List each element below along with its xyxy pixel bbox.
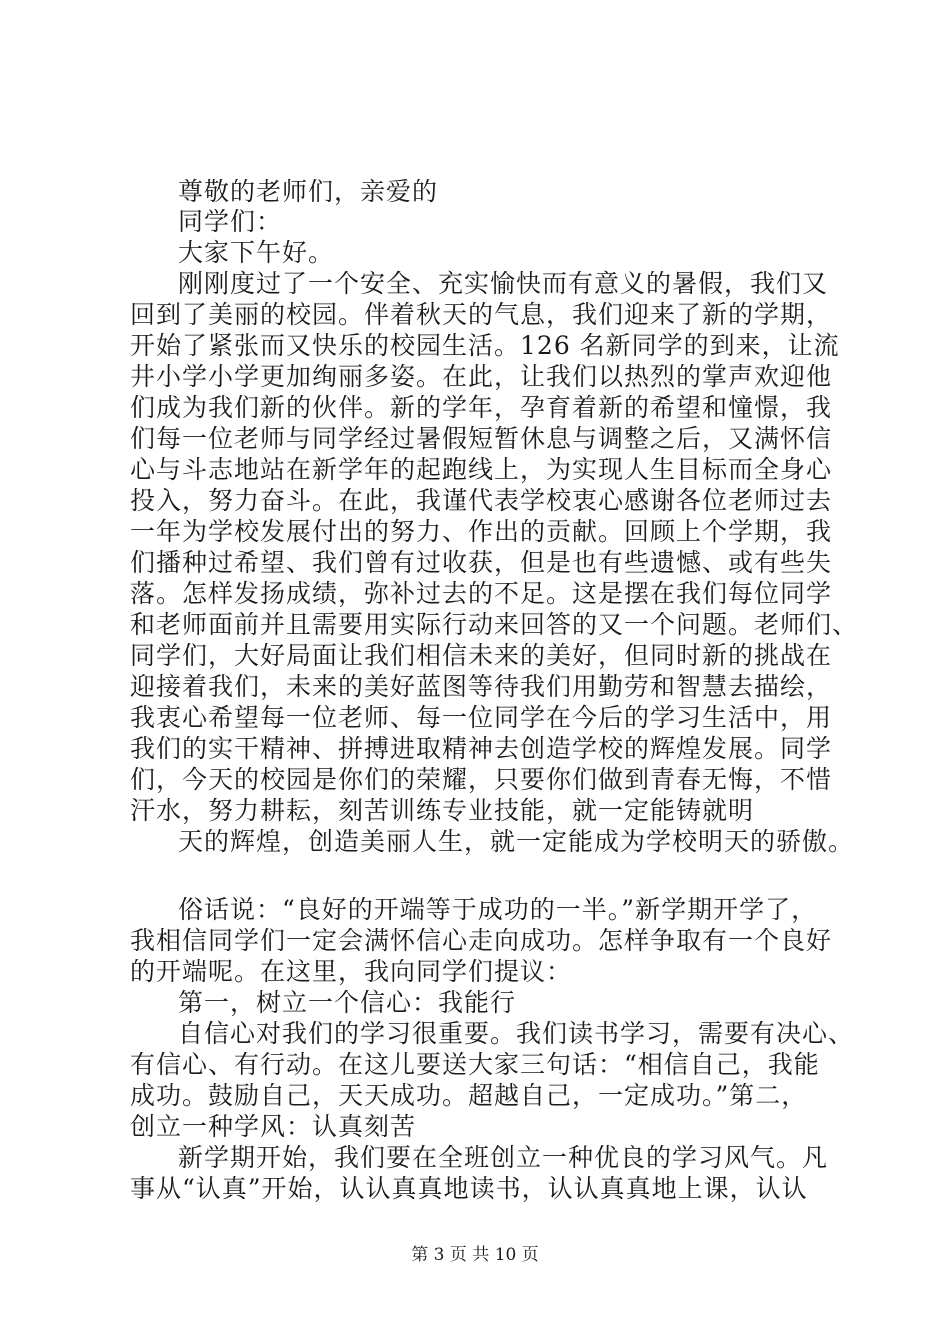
text-line: 的开端呢。在这里，我向同学们提议： (130, 957, 573, 986)
text-line: 事从“认真”开始，认认真真地读书，认认真真地上课，认认 (130, 1174, 808, 1203)
page-number-footer: 第 3 页 共 10 页 (411, 1245, 539, 1265)
text-line: 我相信同学们一定会满怀信心走向成功。怎样争取有一个良好 (130, 926, 833, 955)
text-line: 我们的实干精神、拼搏进取精神去创造学校的辉煌发展。同学 (130, 734, 833, 763)
text-line: 投入，努力奋斗。在此，我谨代表学校衷心感谢各位老师过去 (130, 486, 833, 515)
text-line: 俗话说：“良好的开端等于成功的一半。”新学期开学了， (178, 895, 818, 924)
text-line: 成功。鼓励自己，天天成功。超越自己，一定成功。”第二， (130, 1081, 808, 1110)
text-line: 心与斗志地站在新学年的起跑线上，为实现人生目标而全身心 (130, 455, 833, 484)
text-line: 一年为学校发展付出的努力、作出的贡献。回顾上个学期，我 (130, 517, 833, 546)
text-line: 井小学小学更加绚丽多姿。在此，让我们以热烈的掌声欢迎他 (130, 362, 833, 391)
text-line: 同学们： (178, 207, 283, 236)
text-line: 第一，树立一个信心：我能行 (178, 988, 517, 1017)
text-line: 自信心对我们的学习很重要。我们读书学习，需要有决心、 (178, 1019, 855, 1048)
text-line: 回到了美丽的校园。伴着秋天的气息，我们迎来了新的学期， (130, 300, 833, 329)
text-line: 和老师面前并且需要用实际行动来回答的又一个问题。老师们、 (130, 610, 859, 639)
text-line: 们每一位老师与同学经过暑假短暂休息与调整之后，又满怀信 (130, 424, 833, 453)
text-line: 尊敬的老师们，亲爱的 (178, 177, 439, 206)
text-line: 汗水，努力耕耘，刻苦训练专业技能，就一定能铸就明 (130, 796, 755, 825)
text-line: 天的辉煌，创造美丽人生，就一定能成为学校明天的骄傲。 (178, 827, 855, 856)
text-line: 新学期开始，我们要在全班创立一种优良的学习风气。凡 (178, 1143, 829, 1172)
text-line: 有信心、有行动。在这儿要送大家三句话：“相信自己，我能 (130, 1050, 820, 1079)
text-line: 刚刚度过了一个安全、充实愉快而有意义的暑假，我们又 (178, 269, 829, 298)
text-line: 们播种过希望、我们曾有过收获，但是也有些遗憾、或有些失 (130, 548, 833, 577)
text-line: 开始了紧张而又快乐的校园生活。126 名新同学的到来，让流 (130, 331, 840, 360)
text-line: 我衷心希望每一位老师、每一位同学在今后的学习生活中，用 (130, 703, 833, 732)
text-line: 创立一种学风：认真刻苦 (130, 1112, 417, 1141)
text-line: 同学们，大好局面让我们相信未来的美好，但同时新的挑战在 (130, 641, 833, 670)
text-line: 大家下午好。 (178, 238, 335, 267)
text-line: 们成为我们新的伙伴。新的学年，孕育着新的希望和憧憬，我 (130, 393, 833, 422)
text-line: 迎接着我们，未来的美好蓝图等待我们用勤劳和智慧去描绘， (130, 672, 833, 701)
text-line: 们，今天的校园是你们的荣耀，只要你们做到青春无悔，不惜 (130, 765, 833, 794)
text-line: 落。怎样发扬成绩，弥补过去的不足。这是摆在我们每位同学 (130, 579, 833, 608)
